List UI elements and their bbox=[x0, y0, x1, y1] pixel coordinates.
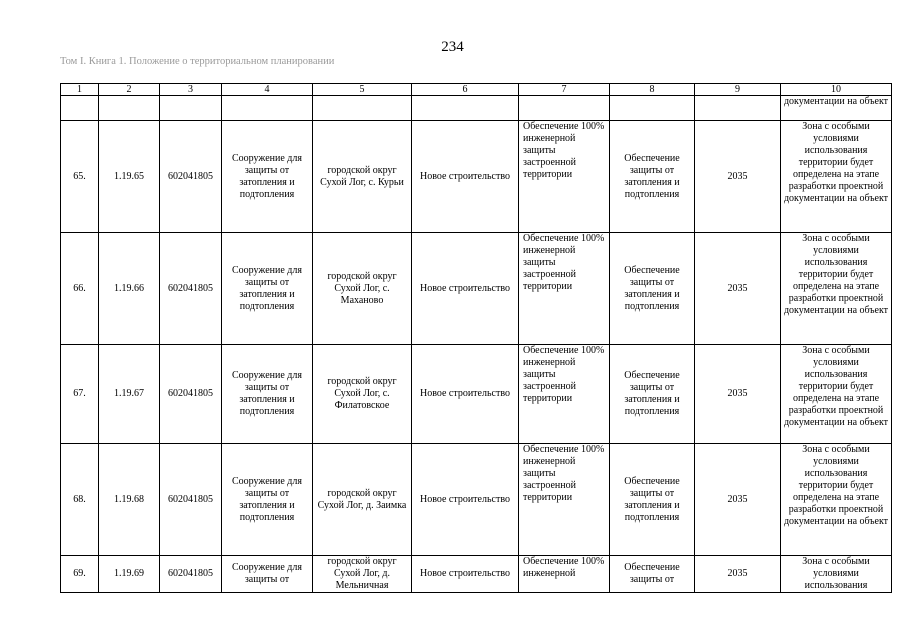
purpose-cell: Обеспечение 100% инженерной защиты застроенной территории bbox=[519, 444, 610, 556]
purpose-cell: Обеспечение 100% инженерной защиты застроенной территории bbox=[519, 121, 610, 233]
okato-cell: 602041805 bbox=[160, 345, 222, 444]
empty-cell bbox=[412, 96, 519, 121]
zone-cell: Зона с особыми условиями использования bbox=[781, 556, 892, 593]
zone-cell: Зона с особыми условиями использования территории будет определена на этапе разработки проектной документации на объект bbox=[781, 444, 892, 556]
header-cell: 3 bbox=[160, 84, 222, 96]
table-row bbox=[61, 556, 892, 593]
code-cell: 1.19.69 bbox=[99, 556, 160, 593]
header-cell: 7 bbox=[519, 84, 610, 96]
purpose-cell: Обеспечение 100% инженерной защиты застроенной территории bbox=[519, 345, 610, 444]
location-cell: городской округ Сухой Лог, д. Заимка bbox=[313, 444, 412, 556]
okato-cell: 602041805 bbox=[160, 233, 222, 345]
okato-cell: 602041805 bbox=[160, 121, 222, 233]
table-row bbox=[61, 345, 892, 444]
zone-cell: Зона с особыми условиями использования территории будет определена на этапе разработки проектной документации на объект bbox=[781, 233, 892, 345]
function-cell: Обеспечение защиты от bbox=[610, 556, 695, 593]
empty-cell bbox=[160, 96, 222, 121]
status-cell: Новое строительство bbox=[412, 444, 519, 556]
code-cell: 1.19.68 bbox=[99, 444, 160, 556]
location-cell: городской округ Сухой Лог, д. Мельничная bbox=[313, 556, 412, 593]
running-header: Том I. Книга 1. Положение о территориальном планировании bbox=[60, 56, 335, 67]
purpose-cell: Обеспечение 100% инженерной защиты застроенной территории bbox=[519, 233, 610, 345]
object-name-cell: Сооружение для защиты от затопления и подтопления bbox=[222, 345, 313, 444]
empty-cell bbox=[695, 96, 781, 121]
year-cell: 2035 bbox=[695, 444, 781, 556]
empty-cell bbox=[61, 96, 99, 121]
year-cell: 2035 bbox=[695, 121, 781, 233]
year-cell: 2035 bbox=[695, 233, 781, 345]
function-cell: Обеспечение защиты от затопления и подтопления bbox=[610, 233, 695, 345]
empty-cell bbox=[313, 96, 412, 121]
table-row bbox=[61, 444, 892, 556]
header-cell: 1 bbox=[61, 84, 99, 96]
okato-cell: 602041805 bbox=[160, 444, 222, 556]
zone-cell: Зона с особыми условиями использования территории будет определена на этапе разработки проектной документации на объект bbox=[781, 121, 892, 233]
header-cell: 9 bbox=[695, 84, 781, 96]
code-cell: 1.19.67 bbox=[99, 345, 160, 444]
objects-table bbox=[60, 83, 892, 593]
continuation-row bbox=[61, 96, 892, 121]
header-cell: 4 bbox=[222, 84, 313, 96]
row-number-cell: 68. bbox=[61, 444, 99, 556]
header-row bbox=[61, 84, 892, 96]
code-cell: 1.19.66 bbox=[99, 233, 160, 345]
empty-cell bbox=[99, 96, 160, 121]
header-cell: 10 bbox=[781, 84, 892, 96]
header-cell: 5 bbox=[313, 84, 412, 96]
empty-cell bbox=[222, 96, 313, 121]
header-cell: 8 bbox=[610, 84, 695, 96]
object-name-cell: Сооружение для защиты от затопления и подтопления bbox=[222, 444, 313, 556]
location-cell: городской округ Сухой Лог, с. Маханово bbox=[313, 233, 412, 345]
table-row bbox=[61, 121, 892, 233]
zone-cell: Зона с особыми условиями использования территории будет определена на этапе разработки проектной документации на объект bbox=[781, 345, 892, 444]
header-cell: 2 bbox=[99, 84, 160, 96]
okato-cell: 602041805 bbox=[160, 556, 222, 593]
function-cell: Обеспечение защиты от затопления и подтопления bbox=[610, 444, 695, 556]
empty-cell bbox=[610, 96, 695, 121]
status-cell: Новое строительство bbox=[412, 556, 519, 593]
header-cell: 6 bbox=[412, 84, 519, 96]
status-cell: Новое строительство bbox=[412, 345, 519, 444]
object-name-cell: Сооружение для защиты от bbox=[222, 556, 313, 593]
function-cell: Обеспечение защиты от затопления и подтопления bbox=[610, 345, 695, 444]
object-name-cell: Сооружение для защиты от затопления и подтопления bbox=[222, 233, 313, 345]
year-cell: 2035 bbox=[695, 345, 781, 444]
location-cell: городской округ Сухой Лог, с. Филатовское bbox=[313, 345, 412, 444]
function-cell: Обеспечение защиты от затопления и подтопления bbox=[610, 121, 695, 233]
purpose-cell: Обеспечение 100% инженерной bbox=[519, 556, 610, 593]
location-cell: городской округ Сухой Лог, с. Курьи bbox=[313, 121, 412, 233]
row-number-cell: 66. bbox=[61, 233, 99, 345]
table-row bbox=[61, 233, 892, 345]
row-number-cell: 67. bbox=[61, 345, 99, 444]
empty-cell bbox=[519, 96, 610, 121]
status-cell: Новое строительство bbox=[412, 233, 519, 345]
object-name-cell: Сооружение для защиты от затопления и подтопления bbox=[222, 121, 313, 233]
status-cell: Новое строительство bbox=[412, 121, 519, 233]
row-number-cell: 65. bbox=[61, 121, 99, 233]
zone-cell: документации на объект bbox=[781, 96, 892, 121]
row-number-cell: 69. bbox=[61, 556, 99, 593]
page-number: 234 bbox=[441, 39, 464, 55]
code-cell: 1.19.65 bbox=[99, 121, 160, 233]
year-cell: 2035 bbox=[695, 556, 781, 593]
